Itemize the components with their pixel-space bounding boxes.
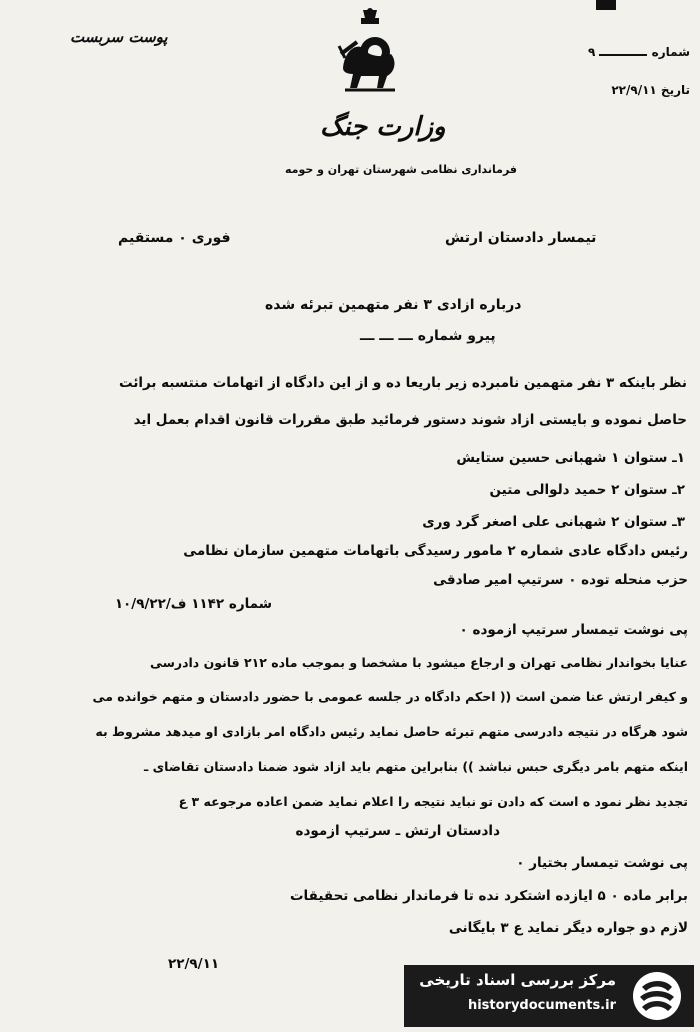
endorsement-1-line-1: عنایا بخواندار نظامی تهران و ارجاع میشود با مشخصا و بموجب ماده ۲۱۲ قانون دادرسی — [149, 655, 688, 670]
subject-line: درباره ازادی ۳ نفر متهمین تبرئه شده — [265, 297, 522, 313]
court-line: رئیس دادگاه عادی شماره ۲ مامور رسیدگی باتهامات متهمین سازمان نظامی — [183, 543, 688, 559]
party-line: حزب منحله توده ۰ سرتیپ امیر صادقی — [433, 572, 688, 588]
endorsement-1-line-5: تجدید نظر نمود ه است که دادن تو نباید نتیجه را اعلام نماید ضمن اعاده مرجوعه ۳ ع — [178, 794, 688, 809]
watermark-url: historydocuments.ir — [467, 998, 616, 1013]
watermark-name: مرکز بررسی اسناد تاریخی — [419, 971, 616, 989]
number-row — [560, 45, 690, 59]
endorsement-1-line-3: شود هرگاه در نتیجه دادرسی متهم تبرئه حاصل نماید رئیس دادگاه امر بازادی او میدهد مشروط به — [95, 724, 688, 739]
closing-date: ۲۲/۹/۱۱ — [168, 956, 220, 972]
endorsement-2-line-2: لازم دو جواره دیگر نماید ع ۳ بایگانی — [448, 920, 688, 936]
archive-logo-icon — [628, 969, 686, 1023]
date-row — [560, 83, 690, 97]
top-mark — [596, 0, 616, 10]
endorsement-1-line-2: و کیفر ارتش عنا ضمن است (( احکم دادگاه در جلسه عمومی با حضور دادستان و متهم خوانده می — [92, 689, 688, 704]
endorsement-2-title: پی نوشت تیمسار بختیار ۰ — [516, 855, 688, 871]
lion-and-sun-emblem-icon — [335, 6, 405, 98]
endorsement-1-line-4: اینکه متهم بامر دیگری حبس نباشد )) بنابراین متهم باید ازاد شود ضمنا دادستان تقاضای ـ — [144, 759, 688, 774]
body-line-1: نظر باینکه ۳ نفر متهمین نامبرده زیر باریعا ده و از این دادگاه از اتهامات منتسبه برائت — [119, 375, 687, 391]
date-value: ۲۲/۹/۱۱ — [611, 83, 657, 97]
ministry-title: وزارت جنگ — [320, 112, 446, 142]
defendant-3: ۳ـ ستوان ۲ شهبانی علی اصغر گرد وری — [422, 514, 685, 530]
defendant-1: ۱ـ ستوان ۱ شهبانی حسین ستایش — [456, 450, 685, 466]
defendant-2: ۲ـ ستوان ۲ حمید دلوالی متین — [489, 482, 685, 498]
endorsement-2-line-1: برابر ماده ۰ ۵ ایازده اشتکرد نده تا فرماندار نظامی تحقیقات — [289, 888, 688, 904]
date-label: تاریخ — [660, 83, 690, 97]
endorsement-1-signature: دادستان ارتش ـ سرتیپ ازموده — [295, 823, 500, 839]
body-line-2: حاصل نموده و بایستی ازاد شوند دستور فرمائید طبق مقررات قانون اقدام بعمل اید — [133, 412, 687, 428]
reference-line: پیرو شماره ـــ ـــ ـــ — [360, 328, 496, 344]
number-value: ۹ — [587, 45, 596, 59]
secret-mark: پوست سربست — [70, 28, 168, 46]
addressee: تیمسار دادستان ارتش — [445, 230, 597, 246]
endorsement-1-title: پی نوشت تیمسار سرتیپ ازموده ۰ — [459, 622, 688, 638]
reference-number: شماره ۱۱۴۲ ف/۱۰/۹/۲۲ — [114, 596, 272, 612]
archive-watermark — [404, 965, 694, 1027]
number-label: شماره — [651, 45, 690, 59]
classification: فوری ۰ مستقیم — [118, 230, 231, 246]
command-subtitle: فرمانداری نظامی شهرستان تهران و حومه — [285, 163, 518, 176]
